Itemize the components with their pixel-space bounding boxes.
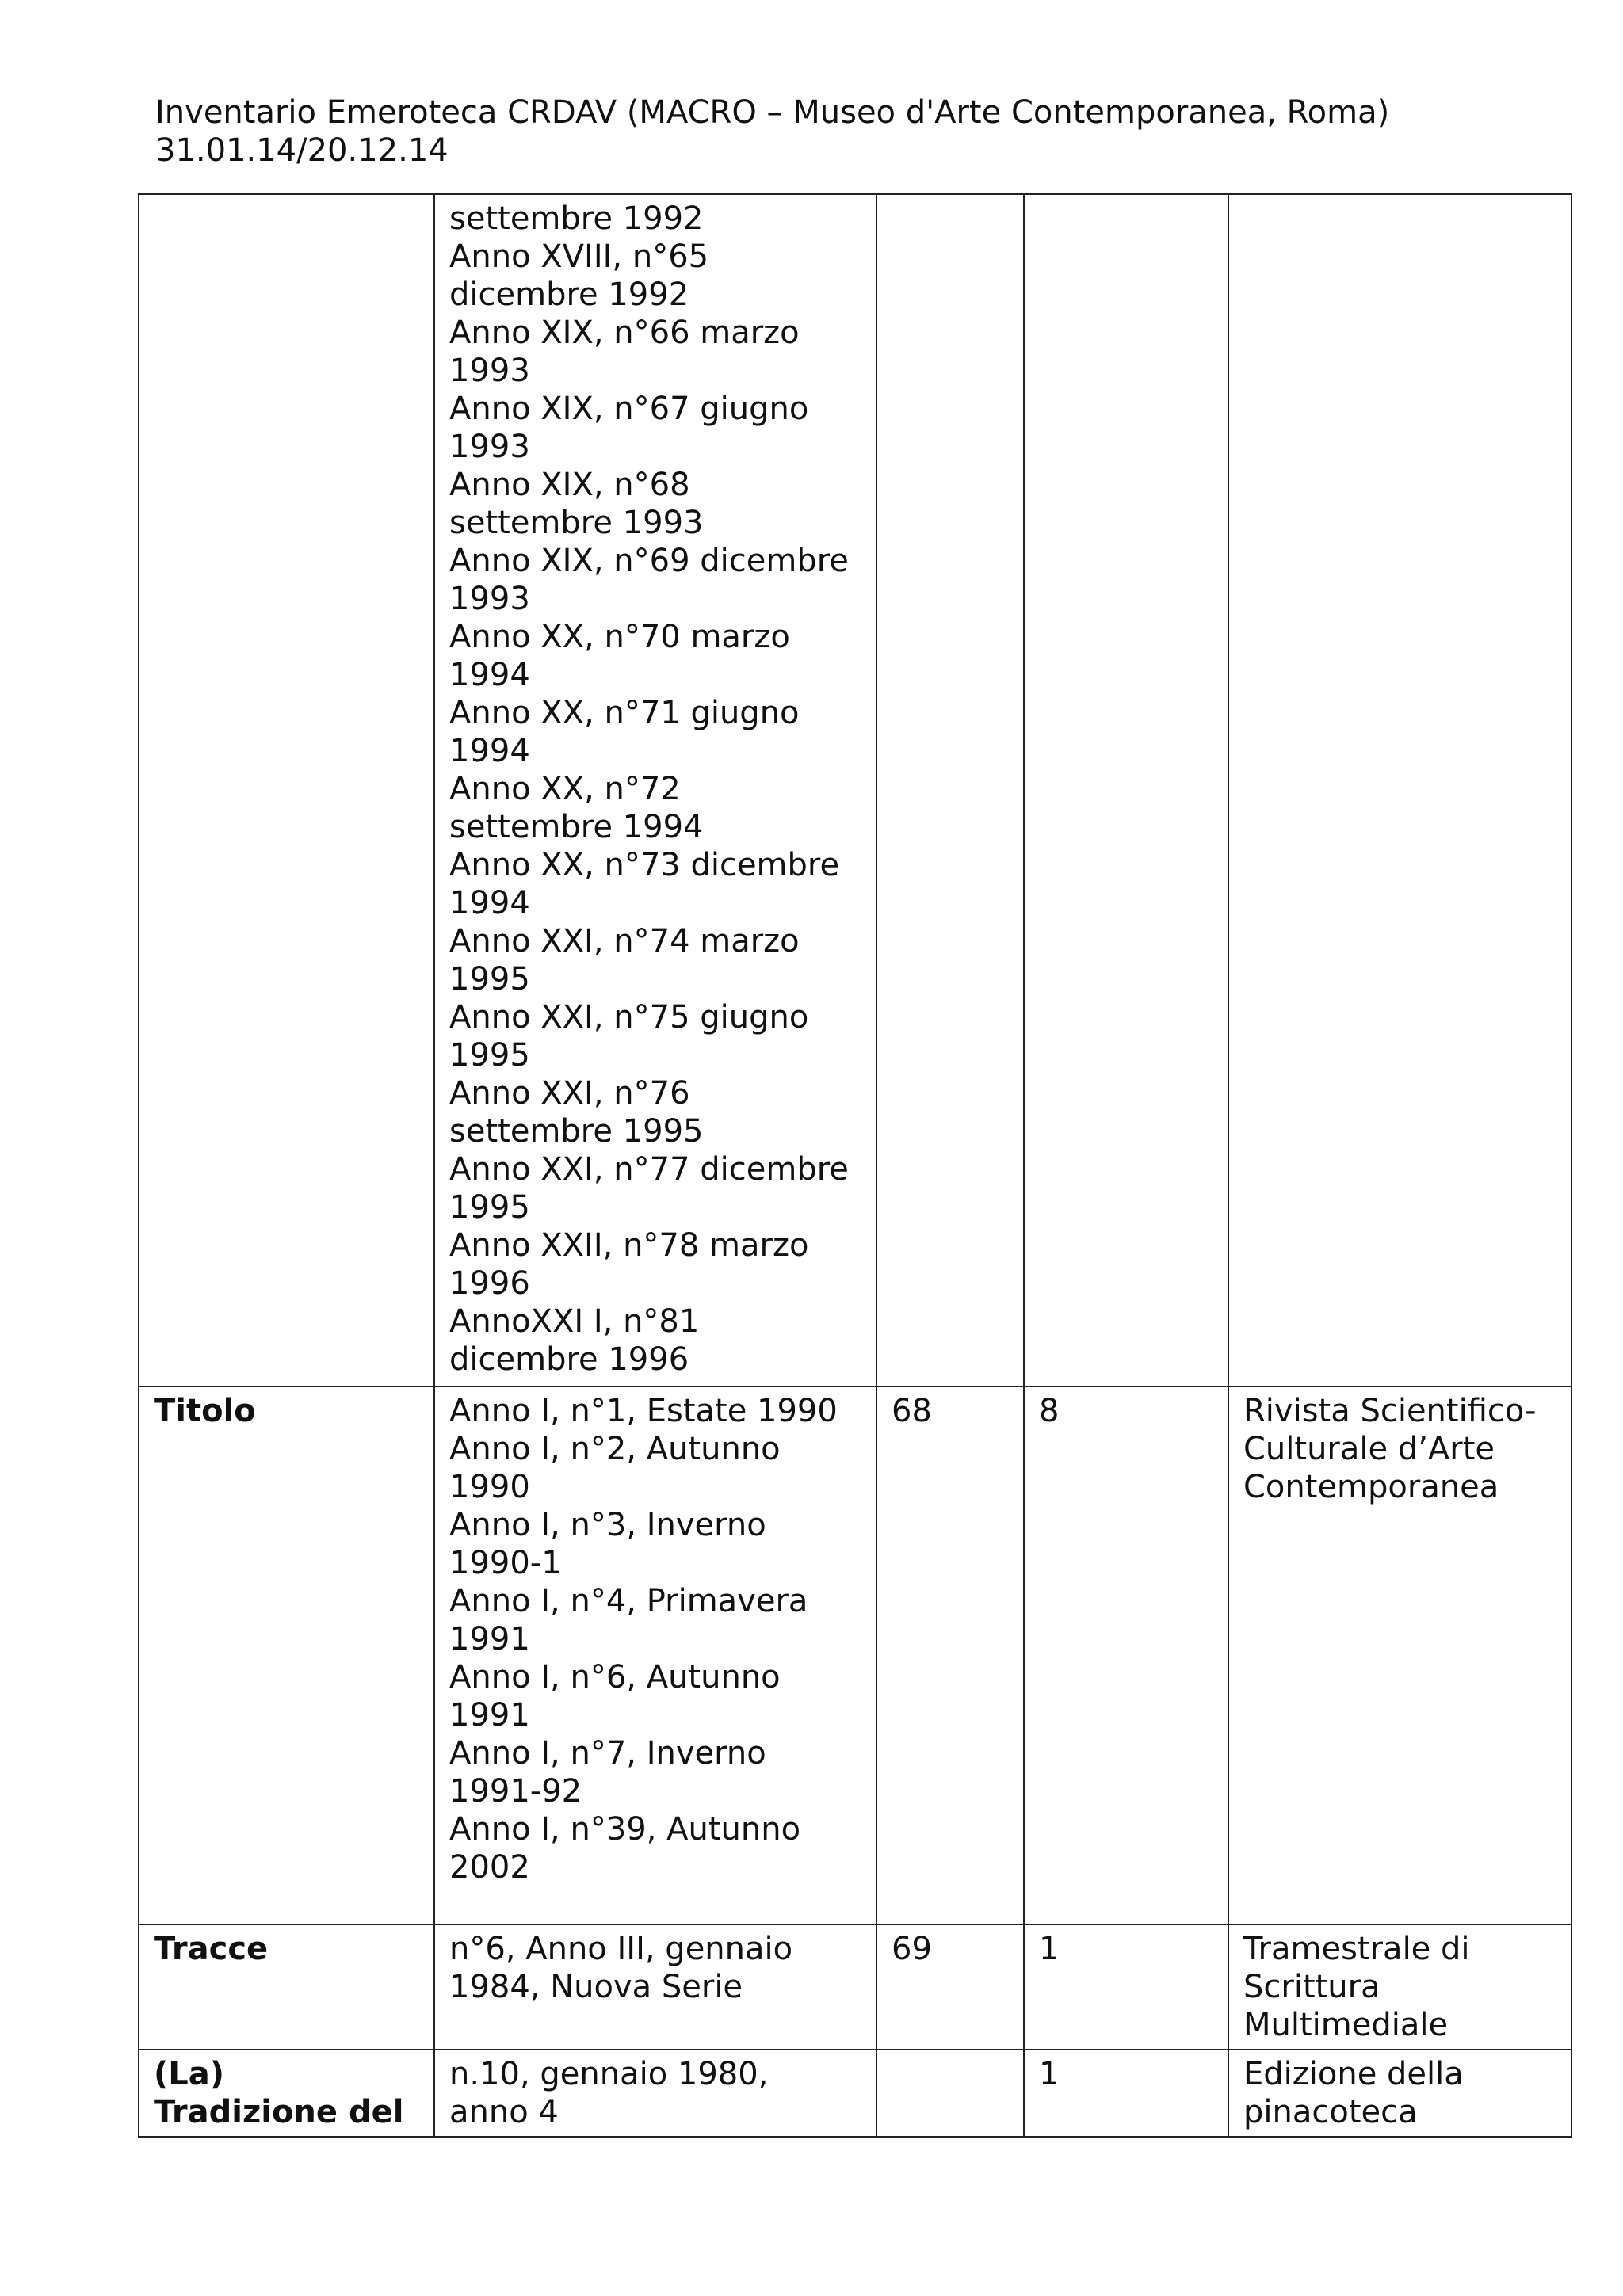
cell-line: 1994 xyxy=(449,733,530,769)
cell-line: Anno I, n°3, Inverno xyxy=(449,1507,766,1543)
cell-line: dicembre 1996 xyxy=(449,1341,689,1378)
cell-line: Anno I, n°1, Estate 1990 xyxy=(449,1393,838,1429)
header-date-range: 31.01.14/20.12.14 xyxy=(155,132,449,169)
cell-line: Multimediale xyxy=(1243,2007,1449,2043)
box-number-cell xyxy=(876,2050,1024,2137)
title-cell xyxy=(139,1386,434,1924)
cell-line: Anno XIX, n°68 xyxy=(449,467,690,503)
cell-line: Anno XXI, n°76 xyxy=(449,1075,690,1112)
cell-line: 1993 xyxy=(449,581,530,617)
description-cell xyxy=(1228,194,1571,1386)
cell-line: n.10, gennaio 1980, xyxy=(449,2056,769,2092)
cell-line: Anno I, n°6, Autunno xyxy=(449,1659,781,1695)
cell-line: Anno XIX, n°66 marzo xyxy=(449,315,800,351)
cell-line: 1994 xyxy=(449,885,530,921)
cell-line: settembre 1992 xyxy=(449,200,704,237)
cell-line: Tramestrale di xyxy=(1243,1931,1470,1967)
cell-line: dicembre 1992 xyxy=(449,277,689,313)
cell-line: Culturale d’Arte xyxy=(1243,1431,1495,1467)
cell-line: Anno XX, n°72 xyxy=(449,771,681,807)
cell-line: Anno XX, n°70 marzo xyxy=(449,619,790,655)
cell-line: 1984, Nuova Serie xyxy=(449,1969,743,2005)
cell-line: Anno XX, n°71 giugno xyxy=(449,695,800,731)
cell-line: 1990-1 xyxy=(449,1545,562,1581)
cell-line: 1991 xyxy=(449,1697,530,1733)
cell-line: Edizione della xyxy=(1243,2056,1464,2092)
issue-count-cell xyxy=(1024,194,1228,1386)
cell-line: Anno XXI, n°77 dicembre xyxy=(449,1151,849,1188)
cell-line: settembre 1993 xyxy=(449,505,704,541)
table-row xyxy=(139,1386,1571,1924)
cell-line: Titolo xyxy=(154,1393,256,1429)
cell-line: 1996 xyxy=(449,1265,530,1302)
description-cell xyxy=(1228,1924,1571,2050)
cell-line: settembre 1995 xyxy=(449,1113,704,1150)
cell-line: Scrittura xyxy=(1243,1969,1381,2005)
issue-count-cell: 8 xyxy=(1024,1386,1228,1924)
cell-line: Rivista Scientifico- xyxy=(1243,1393,1537,1429)
cell-line: Anno I, n°4, Primavera xyxy=(449,1583,808,1619)
cell-line: anno 4 xyxy=(449,2094,559,2130)
cell-line: (La) xyxy=(154,2056,225,2092)
table-row xyxy=(139,194,1571,1386)
cell-line: 1993 xyxy=(449,353,530,389)
cell-line: Anno XXI, n°75 giugno xyxy=(449,999,809,1035)
title-cell xyxy=(139,194,434,1386)
box-number-cell xyxy=(876,194,1024,1386)
cell-line: Tracce xyxy=(154,1931,269,1967)
cell-line: 1994 xyxy=(449,657,530,693)
title-cell xyxy=(139,1924,434,2050)
cell-line: Anno I, n°7, Inverno xyxy=(449,1735,766,1772)
cell-line: settembre 1994 xyxy=(449,809,704,845)
cell-line: 1995 xyxy=(449,1037,530,1074)
inventory-table xyxy=(138,193,1572,2138)
box-number-cell: 69 xyxy=(876,1924,1024,2050)
issues-cell xyxy=(434,2050,876,2137)
cell-line: 2002 xyxy=(449,1849,530,1886)
title-cell xyxy=(139,2050,434,2137)
cell-line: AnnoXXI I, n°81 xyxy=(449,1303,700,1340)
header-title: Inventario Emeroteca CRDAV (MACRO – Museo d'Arte Contemporanea, Roma) xyxy=(155,94,1390,131)
issues-cell xyxy=(434,194,876,1386)
issue-count-cell: 1 xyxy=(1024,1924,1228,2050)
cell-line: Tradizione del xyxy=(154,2094,404,2130)
box-number-cell: 68 xyxy=(876,1386,1024,1924)
cell-line: 1991 xyxy=(449,1621,530,1657)
cell-line: n°6, Anno III, gennaio xyxy=(449,1931,793,1967)
cell-line: 1993 xyxy=(449,429,530,465)
inventory-table-body xyxy=(139,194,1571,2137)
cell-line: Anno XXI, n°74 marzo xyxy=(449,923,800,959)
cell-line: 1995 xyxy=(449,1189,530,1226)
cell-line: Anno XIX, n°67 giugno xyxy=(449,391,809,427)
cell-line: 1995 xyxy=(449,961,530,997)
table-row xyxy=(139,2050,1571,2137)
page-header xyxy=(155,93,1582,170)
cell-line: Anno I, n°39, Autunno xyxy=(449,1811,801,1848)
cell-line: 1991-92 xyxy=(449,1773,582,1810)
cell-line: Anno XX, n°73 dicembre xyxy=(449,847,840,883)
description-cell xyxy=(1228,1386,1571,1924)
cell-line: 1990 xyxy=(449,1469,530,1505)
issues-cell xyxy=(434,1386,876,1924)
cell-line: Anno XXII, n°78 marzo xyxy=(449,1227,809,1264)
cell-line: pinacoteca xyxy=(1243,2094,1418,2130)
issues-cell xyxy=(434,1924,876,2050)
issue-count-cell: 1 xyxy=(1024,2050,1228,2137)
table-row xyxy=(139,1924,1571,2050)
cell-line: Anno XIX, n°69 dicembre xyxy=(449,543,849,579)
description-cell xyxy=(1228,2050,1571,2137)
cell-line: Anno I, n°2, Autunno xyxy=(449,1431,781,1467)
cell-line: Anno XVIII, n°65 xyxy=(449,238,709,275)
cell-line: Contemporanea xyxy=(1243,1469,1499,1505)
